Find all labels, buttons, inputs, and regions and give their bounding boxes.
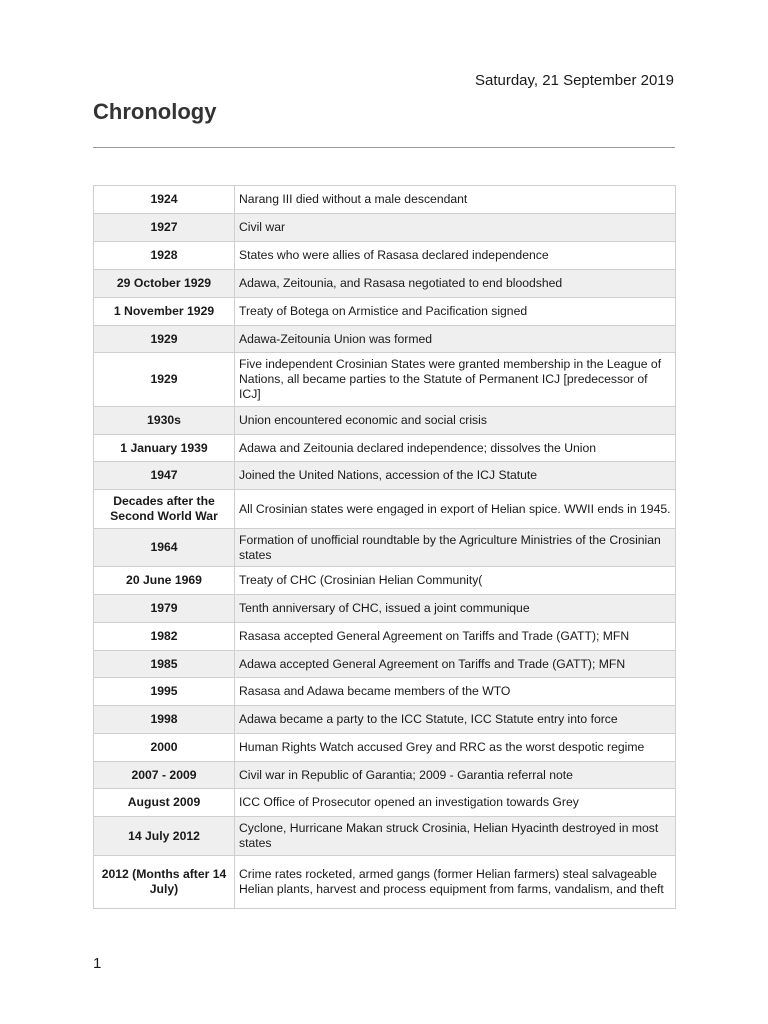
row-date: 1927 <box>94 214 235 242</box>
row-date: 1 January 1939 <box>94 435 235 462</box>
title-divider <box>93 147 675 148</box>
table-row <box>94 789 676 817</box>
row-date: 1998 <box>94 706 235 734</box>
table-row <box>94 186 676 214</box>
table-row <box>94 242 676 270</box>
table-row <box>94 298 676 326</box>
row-event: Adawa accepted General Agreement on Tariffs and Trade (GATT); MFN <box>235 651 676 678</box>
page-number: 1 <box>93 955 102 972</box>
table-row <box>94 407 676 435</box>
row-event: Adawa-Zeitounia Union was formed <box>235 326 676 353</box>
table-row <box>94 678 676 706</box>
row-date: 2007 - 2009 <box>94 762 235 789</box>
row-event: Adawa became a party to the ICC Statute, ICC Statute entry into force <box>235 706 676 734</box>
row-event: Five independent Crosinian States were granted membership in the League of Nations, all became parties to the Statute of Permanent ICJ [predecessor of ICJ] <box>235 353 676 407</box>
table-row <box>94 214 676 242</box>
row-event: Treaty of Botega on Armistice and Pacification signed <box>235 298 676 326</box>
row-date: 1964 <box>94 529 235 567</box>
row-date: 1 November 1929 <box>94 298 235 326</box>
chronology-table <box>93 185 676 909</box>
table-row <box>94 270 676 298</box>
row-date: 2000 <box>94 734 235 762</box>
row-date: 2012 (Months after 14 July) <box>94 856 235 909</box>
row-event: Union encountered economic and social crisis <box>235 407 676 435</box>
row-date: 1929 <box>94 353 235 407</box>
row-event: Rasasa accepted General Agreement on Tariffs and Trade (GATT); MFN <box>235 623 676 651</box>
row-event: ICC Office of Prosecutor opened an investigation towards Grey <box>235 789 676 817</box>
table-row <box>94 595 676 623</box>
row-event: Cyclone, Hurricane Makan struck Crosinia, Helian Hyacinth destroyed in most states <box>235 817 676 856</box>
date-header: Saturday, 21 September 2019 <box>474 72 674 89</box>
page-title: Chronology <box>93 99 217 124</box>
row-event: Formation of unofficial roundtable by the Agriculture Ministries of the Crosinian states <box>235 529 676 567</box>
chronology-table-body <box>94 186 676 909</box>
table-row <box>94 435 676 462</box>
row-event: Adawa and Zeitounia declared independence; dissolves the Union <box>235 435 676 462</box>
row-event: Crime rates rocketed, armed gangs (former Helian farmers) steal salvageable Helian plants, harvest and process equipment from farms, vandalism, and theft <box>235 856 676 909</box>
row-date: 20 June 1969 <box>94 567 235 595</box>
table-row <box>94 651 676 678</box>
row-date: 1930s <box>94 407 235 435</box>
row-date: Decades after the Second World War <box>94 490 235 529</box>
row-event: Civil war <box>235 214 676 242</box>
table-row <box>94 817 676 856</box>
row-event: Civil war in Republic of Garantia; 2009 - Garantia referral note <box>235 762 676 789</box>
table-row <box>94 623 676 651</box>
table-row <box>94 490 676 529</box>
row-event: All Crosinian states were engaged in export of Helian spice. WWII ends in 1945. <box>235 490 676 529</box>
row-event: States who were allies of Rasasa declared independence <box>235 242 676 270</box>
row-date: August 2009 <box>94 789 235 817</box>
row-event: Adawa, Zeitounia, and Rasasa negotiated to end bloodshed <box>235 270 676 298</box>
row-event: Rasasa and Adawa became members of the WTO <box>235 678 676 706</box>
row-date: 1924 <box>94 186 235 214</box>
row-date: 1995 <box>94 678 235 706</box>
table-row <box>94 567 676 595</box>
row-event: Treaty of CHC (Crosinian Helian Community( <box>235 567 676 595</box>
row-event: Human Rights Watch accused Grey and RRC as the worst despotic regime <box>235 734 676 762</box>
row-date: 1947 <box>94 462 235 490</box>
table-row <box>94 326 676 353</box>
table-row <box>94 462 676 490</box>
row-date: 1979 <box>94 595 235 623</box>
row-date: 1928 <box>94 242 235 270</box>
row-date: 14 July 2012 <box>94 817 235 856</box>
table-row <box>94 706 676 734</box>
row-date: 1929 <box>94 326 235 353</box>
table-row <box>94 856 676 909</box>
row-event: Joined the United Nations, accession of the ICJ Statute <box>235 462 676 490</box>
row-date: 1982 <box>94 623 235 651</box>
table-row <box>94 734 676 762</box>
row-event: Narang III died without a male descendant <box>235 186 676 214</box>
table-row <box>94 353 676 407</box>
row-event: Tenth anniversary of CHC, issued a joint communique <box>235 595 676 623</box>
row-date: 29 October 1929 <box>94 270 235 298</box>
row-date: 1985 <box>94 651 235 678</box>
table-row <box>94 529 676 567</box>
table-row <box>94 762 676 789</box>
